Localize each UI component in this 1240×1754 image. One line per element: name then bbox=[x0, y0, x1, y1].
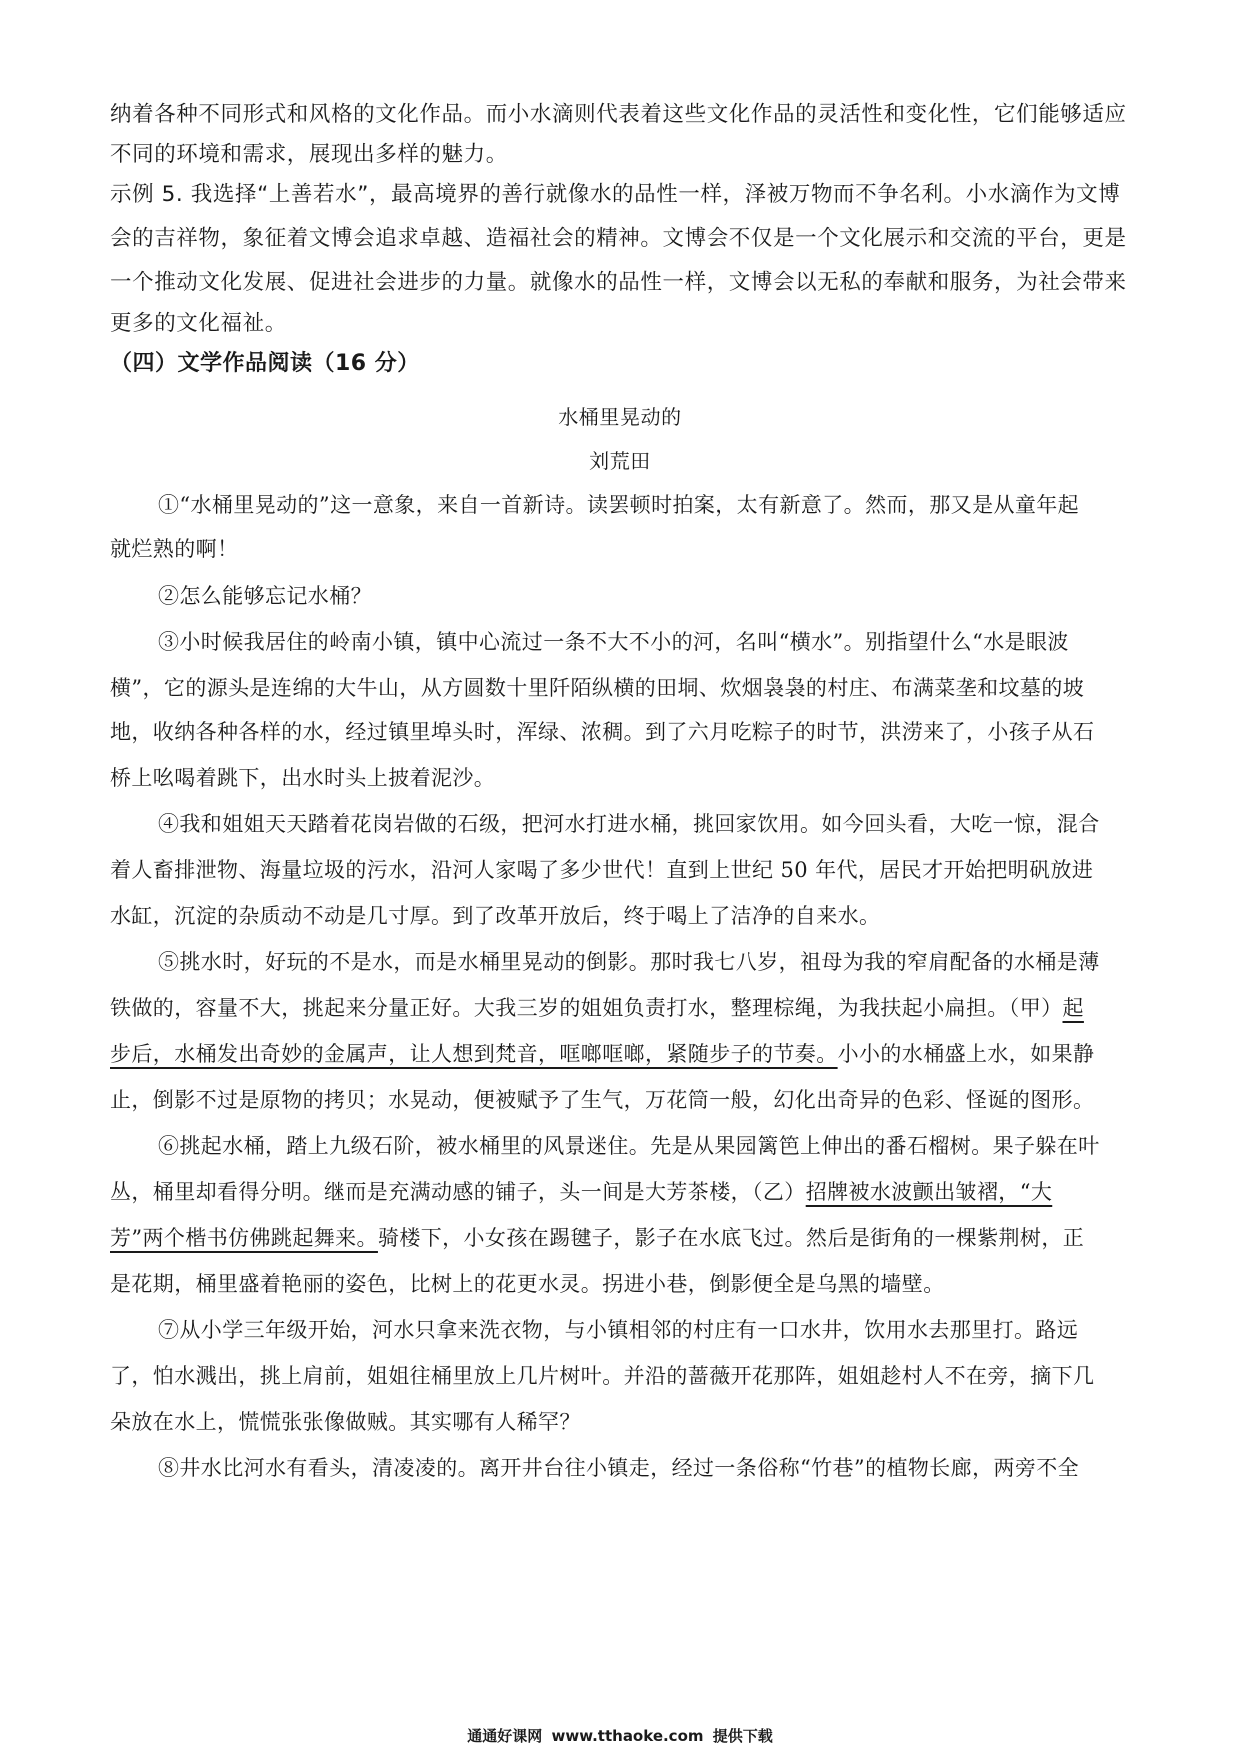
paragraph-6-line bbox=[110, 1178, 1052, 1206]
paragraph-3-line: ③小时候我居住的岭南小镇，镇中心流过一条不大不小的河，名叫“横水”。别指望什么“水是眼波 bbox=[158, 630, 1069, 654]
paragraph-2-line: ②怎么能够忘记水桶？ bbox=[158, 584, 372, 608]
answer-text-line: 一个推动文化发展、促进社会进步的力量。就像水的品性一样，文博会以无私的奉献和服务，为社会带来 bbox=[110, 270, 1127, 295]
paragraph-4-line: 水缸，沉淀的杂质动不动是几寸厚。到了改革开放后，终于喝上了洁净的自来水。 bbox=[110, 904, 881, 928]
paragraph-7-line: ⑦从小学三年级开始，河水只拿来洗衣物，与小镇相邻的村庄有一口水井，饮用水去那里打。路远 bbox=[158, 1318, 1079, 1342]
footer-site-name: 通通好课网 bbox=[467, 1727, 543, 1745]
answer-text-line: 不同的环境和需求，展现出多样的魅力。 bbox=[110, 142, 508, 167]
footer-suffix: 提供下载 bbox=[712, 1727, 773, 1745]
underlined-sentence-a: 起 bbox=[1062, 996, 1084, 1020]
answer-text-line: 会的吉祥物，象征着文博会追求卓越、造福社会的精神。文博会不仅是一个文化展示和交流的平台，更是 bbox=[110, 226, 1127, 251]
paragraph-6-line: 是花期，桶里盛着艳丽的姿色，比树上的花更水灵。拐进小巷，倒影便全是乌黑的墙壁。 bbox=[110, 1272, 945, 1296]
paragraph-3-line: 地，收纳各种各样的水，经过镇里埠头时，浑绿、浓稠。到了六月吃粽子的时节，洪涝来了，小孩子从石 bbox=[110, 720, 1095, 744]
underlined-sentence-a: 步后，水桶发出奇妙的金属声，让人想到梵音，哐啷哐啷，紧随步子的节奏。 bbox=[110, 1042, 838, 1066]
paragraph-6-line bbox=[110, 1224, 1084, 1252]
page-footer bbox=[0, 1726, 1240, 1746]
answer-text-line: 纳着各种不同形式和风格的文化作品。而小水滴则代表着这些文化作品的灵活性和变化性，它们能够适应 bbox=[110, 102, 1127, 127]
paragraph-6-text: 骑楼下，小女孩在踢毽子，影子在水底飞过。然后是街角的一棵紫荆树，正 bbox=[377, 1226, 1085, 1250]
paragraph-4-line: 着人畜排泄物、海量垃圾的污水，沿河人家喝了多少世代！直到上世纪 50 年代，居民才开始把明矾放进 bbox=[110, 858, 1094, 882]
paragraph-5-line bbox=[110, 994, 1084, 1022]
paragraph-5-line bbox=[110, 1040, 1094, 1068]
paragraph-8-line: ⑧井水比河水有看头，清凌凌的。离开井台往小镇走，经过一条俗称“竹巷”的植物长廊，两旁不全 bbox=[158, 1456, 1080, 1480]
paragraph-3-line: 横”，它的源头是连绵的大牛山，从方圆数十里阡陌纵横的田垌、炊烟袅袅的村庄、布满菜垄和坟墓的坡 bbox=[110, 676, 1085, 700]
paragraph-5-line: ⑤挑水时，好玩的不是水，而是水桶里晃动的倒影。那时我七八岁，祖母为我的窄肩配备的水桶是薄 bbox=[158, 950, 1100, 974]
paragraph-4-line: ④我和姐姐天天踏着花岗岩做的石级，把河水打进水桶，挑回家饮用。如今回头看，大吃一惊，混合 bbox=[158, 812, 1100, 836]
paragraph-1-line: 就烂熟的啊！ bbox=[110, 537, 239, 561]
paragraph-5-line: 止，倒影不过是原物的拷贝；水晃动，便被赋予了生气，万花筒一般，幻化出奇异的色彩、怪诞的图形。 bbox=[110, 1088, 1095, 1112]
section-heading: （四）文学作品阅读（16 分） bbox=[110, 351, 420, 376]
paragraph-7-line: 朵放在水上，慌慌张张像做贼。其实哪有人稀罕？ bbox=[110, 1410, 581, 1434]
answer-text-line: 示例 5. 我选择“上善若水”，最高境界的善行就像水的品性一样，泽被万物而不争名利。小水滴作为文博 bbox=[110, 182, 1121, 207]
paragraph-5-text: 铁做的，容量不大，挑起来分量正好。大我三岁的姐姐负责打水，整理棕绳，为我扶起小扁担。（甲） bbox=[110, 996, 1063, 1020]
paragraph-1-line: ①“水桶里晃动的”这一意象，来自一首新诗。读罢顿时拍案，太有新意了。然而，那又是从童年起 bbox=[158, 493, 1080, 517]
article-author: 刘荒田 bbox=[589, 449, 651, 473]
paragraph-5-text: 小小的水桶盛上水，如果静 bbox=[837, 1042, 1095, 1066]
answer-text-line: 更多的文化福祉。 bbox=[110, 311, 287, 336]
footer-url[interactable]: www.tthaoke.com bbox=[551, 1727, 704, 1745]
underlined-sentence-b: 芳”两个楷书仿佛跳起舞来。 bbox=[110, 1226, 378, 1250]
underlined-sentence-b: 招牌被水波颤出皱褶，“大 bbox=[805, 1180, 1053, 1204]
paragraph-7-line: 了，怕水溅出，挑上肩前，姐姐往桶里放上几片树叶。并沿的蔷薇开花那阵，姐姐趁村人不在旁，摘下几 bbox=[110, 1364, 1095, 1388]
paragraph-6-line: ⑥挑起水桶，踏上九级石阶，被水桶里的风景迷住。先是从果园篱笆上伸出的番石榴树。果子躲在叶 bbox=[158, 1134, 1100, 1158]
paragraph-6-text: 丛，桶里却看得分明。继而是充满动感的铺子，头一间是大芳茶楼，（乙） bbox=[110, 1180, 806, 1204]
article-title: 水桶里晃动的 bbox=[558, 405, 682, 429]
paragraph-3-line: 桥上吆喝着跳下，出水时头上披着泥沙。 bbox=[110, 766, 496, 790]
